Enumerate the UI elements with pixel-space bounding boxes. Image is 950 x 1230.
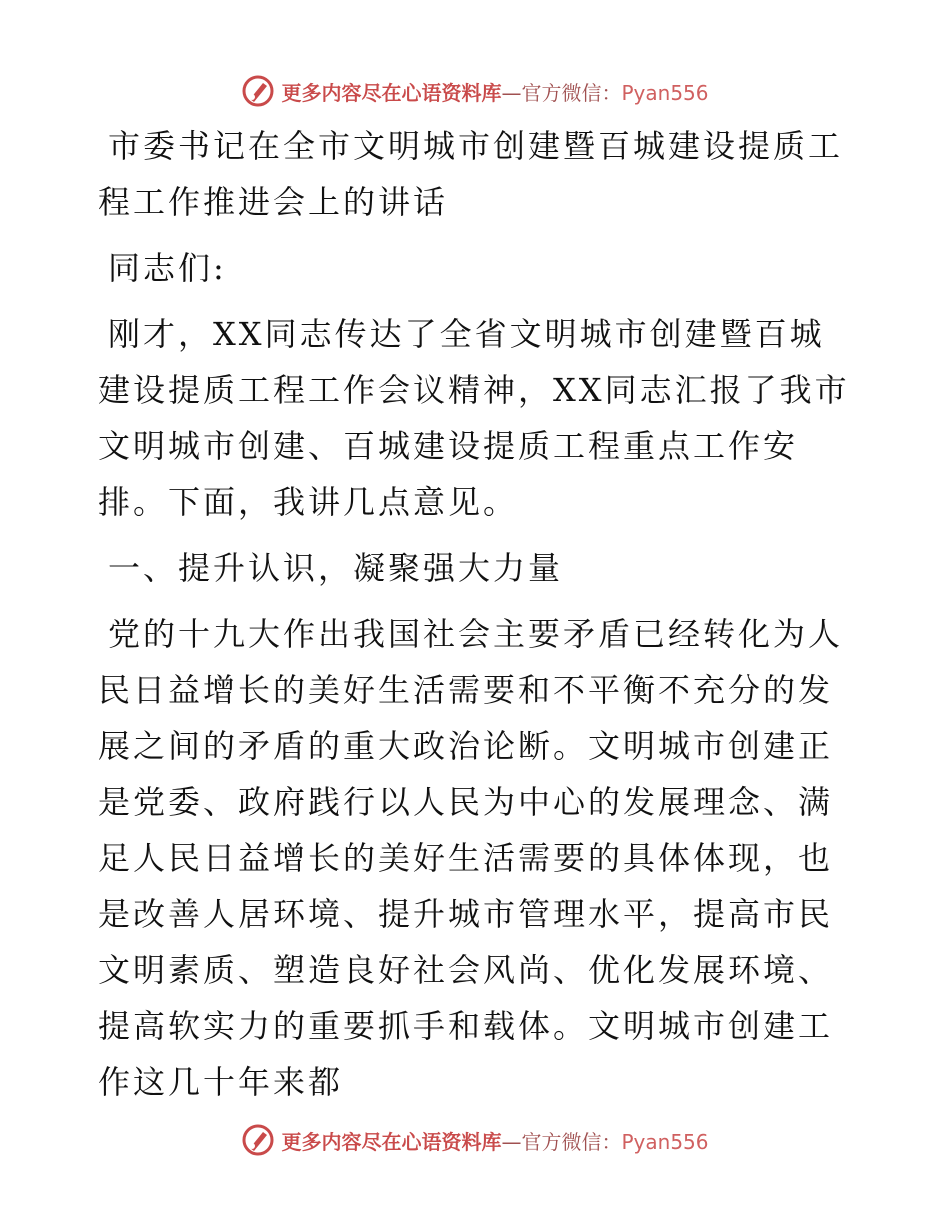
pen-logo-icon [241,74,275,108]
header-banner [0,71,950,111]
document-body [98,118,858,1110]
header-banner-separator: — [501,80,522,105]
section-1-heading: 一、提升认识，凝聚强大力量 [108,549,564,587]
document-title: 市委书记在全市文明城市创建暨百城建设提质工程工作推进会上的讲话 [98,127,844,221]
paragraph-2: 党的十九大作出我国社会主要矛盾已经转化为人民日益增长的美好生活需要和不平衡不充分的发展之间的矛盾的重大政治论断。文明城市创建正是党委、政府践行以人民为中心的发展理念、满足人民日益增长的美好生活需要的具体体现，也是改善人居环境、提升城市管理水平，提高市民文明素质、塑造良好社会风尚、优化发展环境、提高软实力的重要抓手和载体。文明城市创建工作这几十年来都 [98,615,844,1101]
footer-wechat-label: 官方微信： [521,1129,622,1154]
pen-logo-icon [241,1123,275,1157]
header-wechat-id: Pyan556 [621,80,709,105]
footer-banner [0,1120,950,1160]
footer-banner-separator: — [501,1129,522,1154]
header-banner-text [281,77,708,106]
paragraph-1: 刚才，XX同志传达了全省文明城市创建暨百城建设提质工程工作会议精神，XX同志汇报了我市文明城市创建、百城建设提质工程重点工作安排。下面，我讲几点意见。 [98,315,850,521]
footer-banner-title: 更多内容尽在心语资料库 [281,1129,502,1154]
salutation: 同志们: [108,249,227,287]
footer-banner-text [281,1126,708,1155]
footer-wechat-id: Pyan556 [621,1129,709,1154]
header-wechat-label: 官方微信： [521,80,622,105]
header-banner-title: 更多内容尽在心语资料库 [281,80,502,105]
